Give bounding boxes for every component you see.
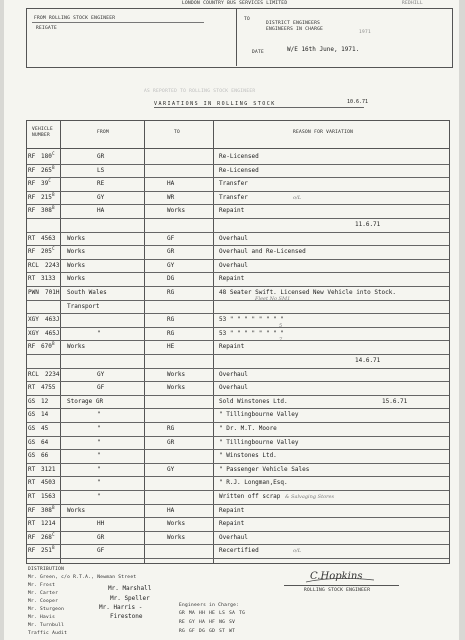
to-depot: RG [167, 425, 175, 432]
vehicle-number: 4563 [41, 234, 56, 242]
entry-date: 11.6.71 [355, 221, 381, 228]
header-divider [236, 8, 237, 66]
recipient: Mr. Sturgeon [28, 607, 65, 612]
to-depot: RG [167, 289, 175, 296]
col-vehicle: VEHICLE NUMBER [32, 127, 54, 138]
recipient: Mr. Turnbull [28, 623, 65, 628]
header-underline [32, 22, 204, 23]
from-depot: " [97, 479, 101, 487]
reason: Overhaul and Re-Licensed [219, 248, 306, 256]
typed-name-3: Mr. Harris - [99, 604, 143, 611]
engineers-row-3: RG GF DG GD ST WT [179, 629, 236, 634]
annotation: o/L [293, 548, 302, 555]
engineers-row-1: GR MA HH HE LS SA TG [179, 611, 246, 616]
from-depot: HH [97, 520, 105, 528]
vehicle-number: 1214 [41, 520, 56, 528]
reason: " Passenger Vehicle Sales [219, 465, 310, 473]
vehicle-type: RF [28, 207, 36, 215]
vehicle-class-letter: C [48, 178, 51, 184]
annotation: & Salvaging Stores [285, 494, 335, 500]
vehicle-number: 14 [41, 411, 49, 419]
from-depot: " [97, 438, 101, 446]
row-divider [27, 164, 449, 165]
to-depot: GY [167, 465, 175, 473]
vehicle-type: RT [28, 275, 36, 283]
to-depot: Works [167, 533, 186, 541]
row-divider [27, 490, 449, 491]
annotation: 15.6.71 [382, 397, 408, 405]
reason: Overhaul [219, 370, 248, 378]
vehicle-type: PWN [28, 289, 39, 296]
reason: Repaint [219, 506, 245, 514]
row-divider [27, 340, 449, 341]
vehicle-number: 265 [41, 166, 52, 174]
to-depot: WR [167, 193, 175, 201]
vehicle-type: RF [28, 343, 36, 351]
row-divider [27, 368, 449, 369]
from-depot: " [97, 465, 101, 473]
signature-line [284, 585, 399, 586]
vehicle-type: XGY [28, 316, 39, 324]
row-divider [27, 436, 449, 437]
vehicle-type: RT [28, 520, 36, 528]
vehicle-number: 465J [45, 329, 60, 337]
vehicle-type: RF [28, 166, 36, 174]
vehicle-type: RF [28, 506, 36, 514]
vehicle-type: RF [28, 180, 36, 188]
vehicle-number: 3121 [41, 465, 56, 473]
engineers-label: Engineers in Charge: [179, 603, 240, 608]
vehicle-type: RCL [28, 261, 39, 269]
to-depot: Works [167, 207, 186, 215]
row-divider [27, 463, 449, 464]
vehicle-number: 4755 [41, 384, 56, 392]
from-depot: " [97, 329, 101, 337]
from-depot: Works [67, 234, 86, 242]
vehicle-type: RCL [28, 370, 39, 378]
signature-title: ROLLING STOCK ENGINEER [304, 588, 371, 593]
title-underline [154, 107, 364, 108]
variations-table [26, 120, 450, 564]
vehicle-type: RT [28, 384, 36, 392]
vehicle-number: 12 [41, 397, 49, 405]
row-divider [27, 177, 449, 178]
vehicle-type: GS [28, 438, 36, 446]
reason: Repaint [219, 343, 245, 351]
vehicle-class-letter: B [52, 545, 55, 551]
vehicle-number: 215 [41, 193, 52, 201]
vehicle-type: RF [28, 153, 36, 160]
row-divider [27, 449, 449, 450]
from-place: REIGATE [36, 26, 58, 31]
row-divider [27, 408, 449, 409]
reason: " Dr. M.T. Moore [219, 425, 277, 432]
vehicle-number: 180 [41, 153, 52, 160]
distribution-label: DISTRIBUTION [28, 567, 65, 572]
from-depot: " [97, 493, 101, 500]
vehicle-number: 205 [41, 248, 52, 256]
row-divider [27, 395, 449, 396]
col-reason: REASON FOR VARIATION [293, 130, 354, 135]
reason: " Tillingbourne Valley [219, 411, 299, 419]
vehicle-type: GS [28, 425, 36, 432]
from-depot: Transport [67, 302, 100, 310]
from-depot: GF [97, 384, 105, 392]
vehicle-class-letter: B [52, 504, 55, 510]
vehicle-number: 670 [41, 343, 52, 351]
from-depot: South Wales [67, 289, 107, 296]
document-page [4, 0, 459, 640]
vehicle-number: 463J [45, 316, 60, 324]
row-divider [27, 218, 449, 219]
vehicle-type: RT [28, 234, 36, 242]
to-depot: HE [167, 343, 175, 351]
reason: Transfer [219, 193, 248, 201]
vehicle-number: 66 [41, 452, 49, 460]
reason: Recertified [219, 547, 259, 555]
vehicle-type: RT [28, 493, 36, 500]
vehicle-number: 308 [41, 207, 52, 215]
row-divider [27, 504, 449, 505]
from-depot: HA [97, 207, 105, 215]
vehicle-type: XGY [28, 329, 39, 337]
vehicle-number: 308 [41, 506, 52, 514]
row-divider [27, 191, 449, 192]
from-depot: Works [67, 275, 86, 283]
reason: Overhaul [219, 261, 248, 269]
engineers-row-2: RE GY HA HF NG SV [179, 620, 236, 625]
from-depot: GR [97, 533, 105, 541]
from-depot: LS [97, 166, 105, 174]
vehicle-class-letter: C [52, 151, 55, 156]
vehicle-number: 4503 [41, 479, 56, 487]
row-divider [27, 232, 449, 233]
row-divider [27, 313, 449, 314]
to-label: TO [244, 17, 251, 22]
from-depot: Works [67, 343, 86, 351]
vehicle-class-letter: B [52, 191, 55, 197]
row-divider [27, 517, 449, 518]
vehicle-type: GS [28, 452, 36, 460]
from-depot: GF [97, 547, 105, 555]
row-divider [27, 558, 449, 559]
recipient: Mr. Havis [28, 615, 56, 620]
recipient: Mr. Cooper [28, 599, 59, 604]
signature-text: C.Hopkins [310, 571, 363, 582]
row-divider [27, 245, 449, 246]
recipient: Mr. Frost [28, 583, 56, 588]
row-divider [27, 476, 449, 477]
date-label: DATE [252, 50, 265, 55]
vehicle-number: 268 [41, 533, 52, 541]
vehicle-type: RF [28, 193, 36, 201]
vehicle-type: RF [28, 547, 36, 555]
vehicle-type: GS [28, 411, 36, 419]
vehicle-type: RT [28, 465, 36, 473]
entry-date: 14.6.71 [355, 357, 381, 364]
typed-name-1: Mr. Marshall [108, 585, 152, 592]
from-depot: " [97, 411, 101, 419]
row-divider [27, 204, 449, 205]
date-value: W/E 16th June, 1971. [287, 46, 360, 53]
to-depot: GF [167, 234, 175, 242]
from-depot: " [97, 425, 101, 432]
reason: Repaint [219, 520, 245, 528]
reason: " Tillingbourne Valley [219, 438, 299, 446]
reason: 53 " " " " " " " " [219, 316, 285, 324]
faded-line: AS REPORTED TO ROLLING STOCK ENGINEER [144, 89, 256, 94]
from-depot: Storage GR [67, 397, 104, 405]
reason: Sold Winstones Ltd. [219, 397, 288, 405]
from-depot: Works [67, 248, 86, 256]
annotation: o/L [293, 194, 302, 201]
from-label: FROM ROLLING STOCK ENGINEER [34, 16, 116, 21]
to-depot: HA [167, 180, 175, 188]
row-divider [27, 272, 449, 273]
to-line1: DISTRICT ENGINEERS [266, 21, 321, 26]
row-divider [27, 259, 449, 260]
reason: Written off scrap [219, 493, 281, 500]
from-depot: RE [97, 180, 105, 188]
row-divider [27, 531, 449, 532]
to-depot: HA [167, 506, 175, 514]
from-depot: GY [97, 193, 105, 201]
typed-name-2: Mr. Speller [110, 595, 150, 602]
to-year: 1971 [359, 30, 372, 35]
vehicle-type: RT [28, 479, 36, 487]
recipient: Mr. Green, c/o R.T.A., Newman Street [28, 575, 137, 580]
vehicle-number: 1563 [41, 493, 56, 500]
vehicle-number: 64 [41, 438, 49, 446]
col-to: TO [174, 130, 181, 135]
vehicle-type: GS [28, 397, 36, 405]
vehicle-class-letter: C [52, 531, 55, 537]
document-title: VARIATIONS IN ROLLING STOCK [154, 101, 276, 107]
from-depot: GR [97, 153, 105, 160]
reason: 53 " " " " " " " " [219, 329, 285, 337]
reason: Overhaul [219, 533, 248, 541]
reason: Overhaul [219, 384, 248, 392]
vehicle-number: 251 [41, 547, 52, 555]
row-divider [27, 327, 449, 328]
to-depot: RG [167, 316, 175, 324]
vehicle-class-letter: B [52, 164, 55, 170]
vehicle-type: RF [28, 533, 36, 541]
to-depot: RG [167, 329, 175, 337]
from-depot: Works [67, 506, 86, 514]
recipient: Mr. Carter [28, 591, 59, 596]
reason: Overhaul [219, 234, 248, 242]
vehicle-class-letter: B [52, 341, 55, 347]
recipient: Traffic Audit [28, 631, 68, 636]
vehicle-number: 39 [41, 180, 49, 188]
document-title-date: 10.6.71 [347, 99, 369, 105]
to-depot: Works [167, 370, 186, 378]
reason: Repaint [219, 275, 245, 283]
reason: Transfer [219, 180, 248, 188]
reason: Re-Licensed [219, 166, 259, 174]
vehicle-class-letter: B [52, 205, 55, 211]
row-divider [27, 422, 449, 423]
to-line2: ENGINEERS IN CHARGE [266, 27, 324, 32]
col-from: FROM [97, 130, 110, 135]
vehicle-number: 45 [41, 425, 49, 432]
from-depot: " [97, 452, 101, 460]
to-depot: Works [167, 520, 186, 528]
to-depot: GR [167, 248, 175, 256]
to-depot: DG [167, 275, 175, 283]
row-divider [27, 286, 449, 287]
row-divider [27, 544, 449, 545]
reason: Re-Licensed [219, 153, 259, 160]
typed-name-4: Firestone [110, 613, 143, 620]
reason: 48 Seater Swift. Licensed New Vehicle into Stock. [219, 289, 397, 296]
to-depot: GY [167, 261, 175, 269]
signature [304, 568, 379, 584]
reason: " R.J. Longman,Esq. [219, 479, 288, 487]
row-divider [27, 381, 449, 382]
row-divider [27, 354, 449, 355]
reason: Repaint [219, 207, 245, 215]
top-right-label: REDHILL [402, 1, 424, 6]
to-depot: Works [167, 384, 186, 392]
row-divider [27, 300, 449, 301]
vehicle-number: 2234 [45, 370, 60, 378]
to-depot: GR [167, 438, 175, 446]
from-depot: Works [67, 261, 86, 269]
vehicle-number: 701H [45, 289, 60, 296]
vehicle-type: RF [28, 248, 36, 256]
reason: " Winstones Ltd. [219, 452, 277, 460]
vehicle-number: 2243 [45, 261, 60, 269]
from-depot: GY [97, 370, 105, 378]
company-header: LONDON COUNTRY BUS SERVICES LIMITED [182, 1, 288, 6]
vehicle-number: 3133 [41, 275, 56, 283]
vehicle-class-letter: C [52, 246, 55, 252]
